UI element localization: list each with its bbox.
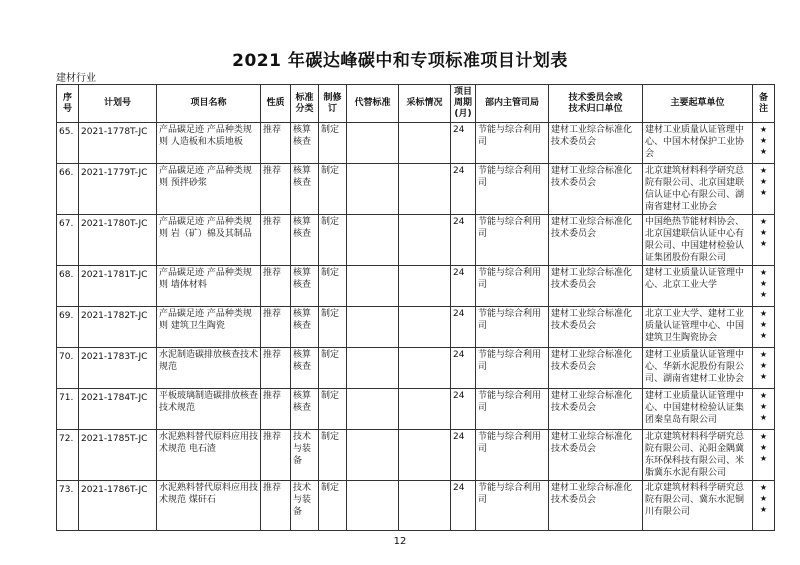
header-adoption [399,85,451,123]
cell-revision-type: 制定 [319,215,347,266]
star-icon: ★ [759,494,768,503]
star-icon: ★ [759,217,768,226]
cell-project-name: 平板玻璃制造碳排放核查技术规范 [157,389,261,430]
star-icon: ★ [759,268,768,277]
cell-adoption [399,481,451,531]
table-row [57,215,775,266]
cell-department: 节能与综合利用司 [476,389,549,430]
cell-period: 24 [451,123,476,164]
cell-project-name: 产品碳足迹 产品种类规则 预拌砂浆 [157,164,261,215]
cell-plan-number: 2021-1778T-JC [79,123,157,164]
header-project-name [157,85,261,123]
header-line: 性质 [266,98,285,108]
cell-drafting-organization: 北京建筑材料科学研究总院有限公司、冀东水泥铜川有限公司 [643,481,753,531]
cell-adoption [399,123,451,164]
header-nature [261,85,291,123]
star-icon: ★ [759,361,768,370]
cell-revision-type: 制定 [319,266,347,307]
star-icon: ★ [759,391,768,400]
header-no [57,85,79,123]
cell-nature: 推荐 [261,123,291,164]
header-line: 技术委员会或 [568,92,623,103]
cell-revision-type: 制定 [319,348,347,389]
cell-department: 节能与综合利用司 [476,123,549,164]
cell-drafting-organization: 建材工业质量认证管理中心、北京工业大学 [643,266,753,307]
cell-plan-number: 2021-1784T-JC [79,389,157,430]
cell-category: 核算核查 [291,389,319,430]
cell-technical-committee: 建材工业综合标准化技术委员会 [549,164,643,215]
cell-period: 24 [451,348,476,389]
table-row [57,348,775,389]
cell-technical-committee: 建材工业综合标准化技术委员会 [549,430,643,481]
cell-department: 节能与综合利用司 [476,215,549,266]
header-category [291,85,319,123]
header-line: 项目 [453,87,472,97]
header-period [451,85,476,123]
cell-plan-number: 2021-1779T-JC [79,164,157,215]
star-icon: ★ [759,432,768,441]
star-icon: ★ [759,454,768,463]
header-technical-committee [549,85,643,123]
cell-technical-committee: 建材工业综合标准化技术委员会 [549,266,643,307]
cell-revision-type: 制定 [319,389,347,430]
star-icon: ★ [759,177,768,186]
star-icon: ★ [759,443,768,452]
cell-drafting-organization: 建材工业质量认证管理中心、华新水泥股份有限公司、湖南省建材工业协会 [643,348,753,389]
cell-number: 71. [57,389,79,430]
cell-plan-number: 2021-1786T-JC [79,481,157,531]
header-note [753,85,775,123]
star-icon: ★ [759,413,768,422]
star-icon: ★ [759,290,768,299]
cell-note [753,164,775,215]
cell-period: 24 [451,215,476,266]
header-line: 制修 [323,92,342,103]
cell-technical-committee: 建材工业综合标准化技术委员会 [549,348,643,389]
industry-label: 建材行业 [56,73,96,84]
table-row [57,123,775,164]
table-row [57,481,775,531]
cell-adoption [399,389,451,430]
cell-department: 节能与综合利用司 [476,307,549,348]
cell-revision-type: 制定 [319,481,347,531]
cell-adoption [399,430,451,481]
cell-note [753,123,775,164]
cell-project-name: 产品碳足迹 产品种类规则 建筑卫生陶瓷 [157,307,261,348]
table-row [57,307,775,348]
table-row [57,266,775,307]
cell-technical-committee: 建材工业综合标准化技术委员会 [549,307,643,348]
star-icon: ★ [759,239,768,248]
cell-replaced-standard [347,430,399,481]
table-row [57,164,775,215]
cell-number: 65. [57,123,79,164]
cell-drafting-organization: 北京建筑材料科学研究总院有限公司、北京国建联信认证中心有限公司、湖南省建材工业协会 [643,164,753,215]
star-icon: ★ [759,228,768,237]
cell-period: 24 [451,164,476,215]
cell-category: 核算核查 [291,348,319,389]
star-icon: ★ [759,125,768,134]
star-icon: ★ [759,166,768,175]
cell-number: 69. [57,307,79,348]
cell-replaced-standard [347,389,399,430]
header-revision-type [319,85,347,123]
cell-adoption [399,266,451,307]
header-line: 备 [758,92,768,103]
cell-period: 24 [451,481,476,531]
cell-category: 技术与装备 [291,430,319,481]
cell-category: 核算核查 [291,266,319,307]
header-line: 代替标准 [354,98,391,108]
cell-drafting-organization: 北京建筑材料科学研究总院有限公司、沁阳金隅冀东环保科技有限公司、米脂冀东水泥有限公司 [643,430,753,481]
cell-adoption [399,307,451,348]
header-line: 分类 [295,103,314,114]
cell-plan-number: 2021-1783T-JC [79,348,157,389]
cell-replaced-standard [347,481,399,531]
header-line: 订 [327,103,337,114]
cell-plan-number: 2021-1780T-JC [79,215,157,266]
cell-adoption [399,164,451,215]
cell-project-name: 产品碳足迹 产品种类规则 人造板和木质地板 [157,123,261,164]
cell-note [753,215,775,266]
cell-nature: 推荐 [261,266,291,307]
cell-revision-type: 制定 [319,430,347,481]
cell-drafting-organization: 建材工业质量认证管理中心、中国木材保护工业协会 [643,123,753,164]
header-line: 采标情况 [406,98,443,108]
cell-replaced-standard [347,348,399,389]
cell-project-name: 水泥制造碳排放核查技术规范 [157,348,261,389]
cell-adoption [399,215,451,266]
cell-plan-number: 2021-1785T-JC [79,430,157,481]
cell-number: 66. [57,164,79,215]
cell-adoption [399,348,451,389]
star-icon: ★ [759,483,768,492]
cell-department: 节能与综合利用司 [476,481,549,531]
header-line: 标准 [295,92,314,103]
cell-revision-type: 制定 [319,164,347,215]
star-icon: ★ [759,320,768,329]
cell-revision-type: 制定 [319,123,347,164]
cell-department: 节能与综合利用司 [476,430,549,481]
cell-note [753,307,775,348]
cell-plan-number: 2021-1781T-JC [79,266,157,307]
cell-drafting-organization: 中国绝热节能材料协会、北京国建联信认证中心有限公司、中国建材检验认证集团股份有限公司 [643,215,753,266]
cell-category: 核算核查 [291,164,319,215]
table-row [57,430,775,481]
header-line: (月) [454,109,472,119]
page-number: 12 [393,536,407,547]
cell-number: 73. [57,481,79,531]
cell-note [753,348,775,389]
cell-number: 67. [57,215,79,266]
cell-nature: 推荐 [261,430,291,481]
cell-technical-committee: 建材工业综合标准化技术委员会 [549,389,643,430]
project-plan-table [56,84,775,531]
cell-category: 核算核查 [291,215,319,266]
header-replaced-standard [347,85,399,123]
star-icon: ★ [759,505,768,514]
cell-replaced-standard [347,164,399,215]
header-line: 部内主管司局 [484,98,539,108]
header-drafting-organization [643,85,753,123]
header-line: 主要起草单位 [670,98,725,108]
header-line: 序 [62,92,72,103]
table-row [57,389,775,430]
cell-number: 68. [57,266,79,307]
star-icon: ★ [759,147,768,156]
cell-number: 70. [57,348,79,389]
cell-drafting-organization: 建材工业质量认证管理中心、中国建材检验认证集团秦皇岛有限公司 [643,389,753,430]
cell-nature: 推荐 [261,164,291,215]
star-icon: ★ [759,309,768,318]
cell-nature: 推荐 [261,348,291,389]
table-header-row [57,85,775,123]
cell-department: 节能与综合利用司 [476,164,549,215]
cell-note [753,430,775,481]
cell-nature: 推荐 [261,481,291,531]
header-line: 计划号 [103,98,131,108]
header-department [476,85,549,123]
cell-project-name: 产品碳足迹 产品种类规则 墙体材料 [157,266,261,307]
cell-department: 节能与综合利用司 [476,266,549,307]
cell-note [753,266,775,307]
cell-note [753,481,775,531]
header-plan-number [79,85,157,123]
cell-category: 技术与装备 [291,481,319,531]
cell-nature: 推荐 [261,307,291,348]
star-icon: ★ [759,188,768,197]
cell-plan-number: 2021-1782T-JC [79,307,157,348]
cell-replaced-standard [347,266,399,307]
cell-period: 24 [451,430,476,481]
cell-drafting-organization: 北京工业大学、建材工业质量认证管理中心、中国建筑卫生陶瓷协会 [643,307,753,348]
cell-period: 24 [451,266,476,307]
cell-category: 核算核查 [291,307,319,348]
cell-technical-committee: 建材工业综合标准化技术委员会 [549,481,643,531]
document-title: 2021 年碳达峰碳中和专项标准项目计划表 [232,51,568,71]
header-line: 周期 [453,98,472,108]
cell-period: 24 [451,307,476,348]
cell-technical-committee: 建材工业综合标准化技术委员会 [549,215,643,266]
star-icon: ★ [759,279,768,288]
cell-category: 核算核查 [291,123,319,164]
cell-nature: 推荐 [261,215,291,266]
cell-project-name: 水泥熟料替代原料应用技术规范 电石渣 [157,430,261,481]
cell-replaced-standard [347,215,399,266]
star-icon: ★ [759,350,768,359]
star-icon: ★ [759,402,768,411]
cell-department: 节能与综合利用司 [476,348,549,389]
cell-replaced-standard [347,307,399,348]
header-line: 技术归口单位 [568,103,623,114]
cell-nature: 推荐 [261,389,291,430]
cell-project-name: 水泥熟料替代原料应用技术规范 煤矸石 [157,481,261,531]
cell-project-name: 产品碳足迹 产品种类规则 岩（矿）棉及其制品 [157,215,261,266]
cell-period: 24 [451,389,476,430]
star-icon: ★ [759,136,768,145]
cell-revision-type: 制定 [319,307,347,348]
cell-note [753,389,775,430]
cell-replaced-standard [347,123,399,164]
header-line: 项目名称 [190,98,227,108]
header-line: 注 [758,103,768,114]
star-icon: ★ [759,331,768,340]
star-icon: ★ [759,372,768,381]
header-line: 号 [62,103,72,114]
cell-technical-committee: 建材工业综合标准化技术委员会 [549,123,643,164]
cell-number: 72. [57,430,79,481]
